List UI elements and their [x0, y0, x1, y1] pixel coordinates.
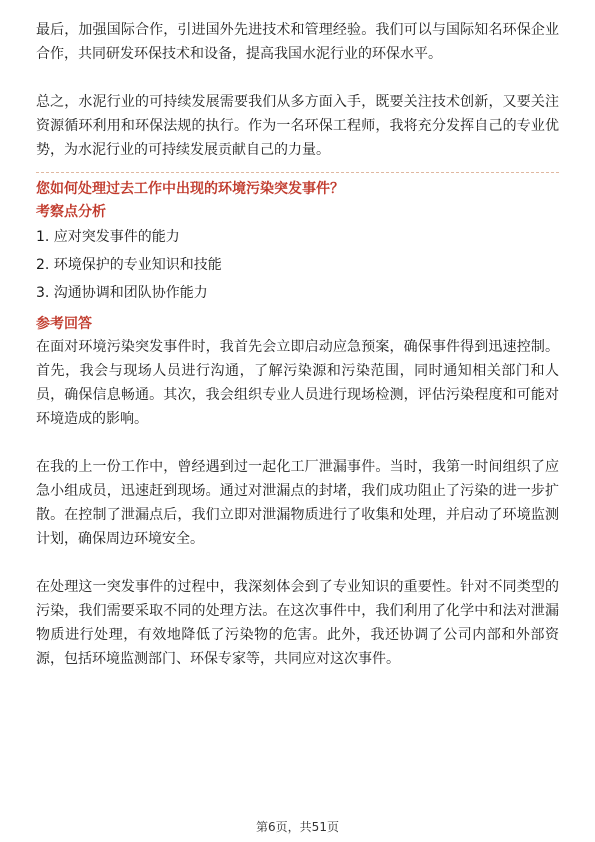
intro-paragraph-1: 最后，加强国际合作，引进国外先进技术和管理经验。我们可以与国际知名环保企业合作，共同研发环保技术和设备，提高我国水泥行业的环保水平。 — [36, 22, 559, 62]
intro-paragraph-2: 总之，水泥行业的可持续发展需要我们从多方面入手，既要关注技术创新，又要关注资源循环利用和环保法规的执行。作为一名环保工程师，我将充分发挥自己的专业优势，为水泥行业的可持续发展贡献自己的力量。 — [36, 94, 559, 158]
answer-title: 参考回答 — [36, 316, 92, 332]
page-number: 第6页，共51页 — [256, 820, 339, 834]
analysis-point: 2. 环境保护的专业知识和技能 — [36, 257, 222, 273]
interview-question: 您如何处理过去工作中出现的环境污染突发事件？ — [36, 181, 344, 197]
document-page — [36, 18, 559, 671]
section-divider — [36, 172, 559, 173]
answer-paragraph-2: 在我的上一份工作中，曾经遇到过一起化工厂泄漏事件。当时，我第一时间组织了应急小组成员，迅速赶到现场。通过对泄漏点的封堵，我们成功阻止了污染的进一步扩散。在控制了泄漏点后，我们立即对泄漏物质进行了收集和处理，并启动了环境监测计划，确保周边环境安全。 — [36, 459, 559, 547]
analysis-title: 考察点分析 — [36, 204, 106, 220]
analysis-point: 1. 应对突发事件的能力 — [36, 229, 180, 245]
analysis-points — [36, 223, 559, 307]
answer-paragraph-3: 在处理这一突发事件的过程中，我深刻体会到了专业知识的重要性。针对不同类型的污染，我们需要采取不同的处理方法。在这次事件中，我们利用了化学中和法对泄漏物质进行处理，有效地降低了污染物的危害。此外，我还协调了公司内部和外部资源，包括环境监测部门、环保专家等，共同应对这次事件。 — [36, 579, 559, 667]
answer-paragraph-1: 在面对环境污染突发事件时，我首先会立即启动应急预案，确保事件得到迅速控制。首先，我会与现场人员进行沟通，了解污染源和污染范围，同时通知相关部门和人员，确保信息畅通。其次，我会组织专业人员进行现场检测，评估污染程度和可能对环境造成的影响。 — [36, 339, 559, 427]
analysis-point: 3. 沟通协调和团队协作能力 — [36, 285, 208, 301]
